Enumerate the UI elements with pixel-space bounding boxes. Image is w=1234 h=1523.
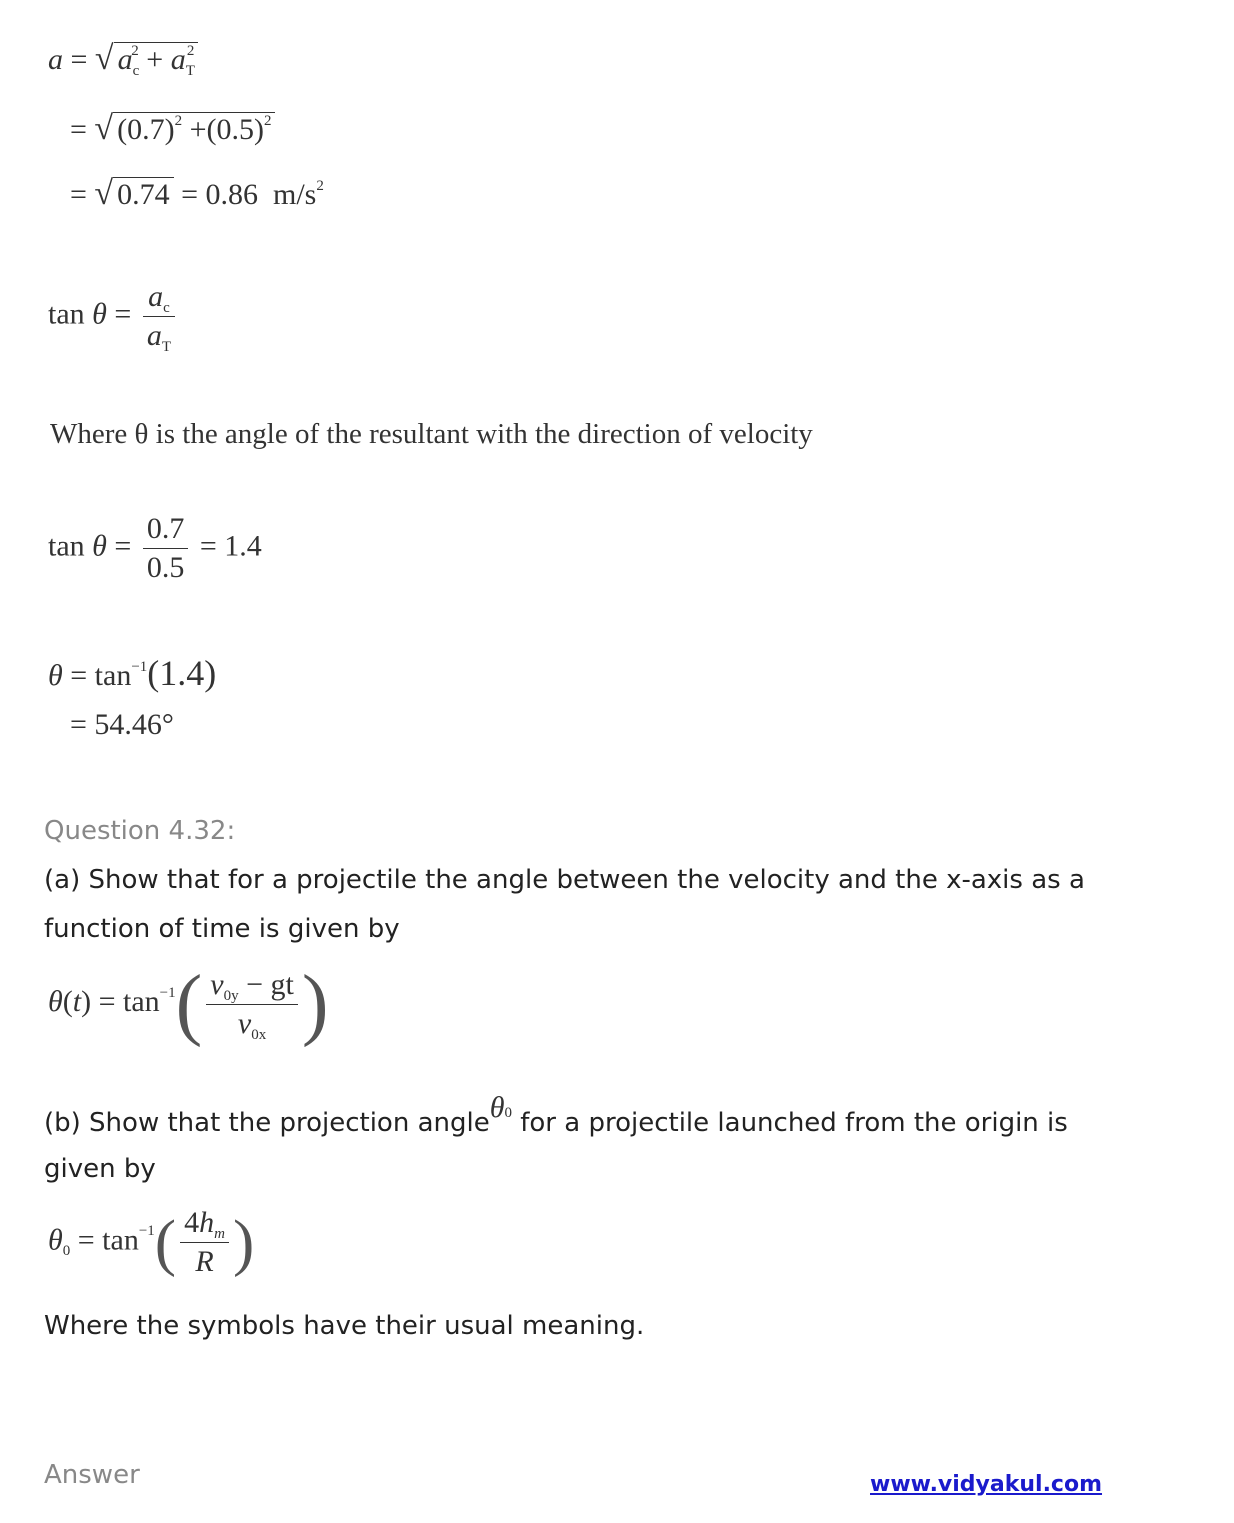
vidyakul-link[interactable]: www.vidyakul.com [870, 1472, 1103, 1497]
equation-theta-inverse: $\theta = \tan^{-1}(1.4)$ [48, 653, 217, 693]
formula-theta-of-t: $\theta(t) = \tan^{-1}$( $\frac{v_{0y} - gt}{v_{0x}}$ ) [48, 960, 329, 1048]
explanation-text: Where θ is the angle of the resultant with the direction of velocity [50, 418, 813, 450]
question-part-a-line2: function of time is given by [44, 914, 400, 944]
equation-result: = √ 0.74 = 0.86 $m/s^2$ [70, 175, 324, 212]
question-part-b-line2: given by [44, 1154, 156, 1184]
equation-tan-ratio: tan θ = $\frac{a_c}{a_T}$ [48, 280, 179, 353]
question-part-a-line1: (a) Show that for a projectile the angle between the velocity and the x-axis as a [44, 865, 1085, 895]
equation-resultant-acceleration: a = √ $a_c^2 + a_T^2$ [48, 40, 198, 78]
formula-projection-angle: $\theta_0 = \tan^{-1}$( $\frac{4h_m}{R}$ ) [48, 1206, 255, 1278]
question-part-b-line1: (b) Show that the projection angleθ0 for a projectile launched from the origin is [44, 1091, 1068, 1138]
equation-substitution: = √ $(0.7)^2 +(0.5)^2$ [70, 110, 275, 148]
equation-theta-degrees: = 54.46° [70, 708, 174, 741]
question-title: Question 4.32: [44, 816, 236, 846]
answer-label: Answer [44, 1460, 140, 1490]
equation-tan-value: tan θ = $\frac{0.7}{0.5}$ = 1.4 [48, 512, 262, 584]
closing-text: Where the symbols have their usual meaning. [44, 1311, 645, 1341]
